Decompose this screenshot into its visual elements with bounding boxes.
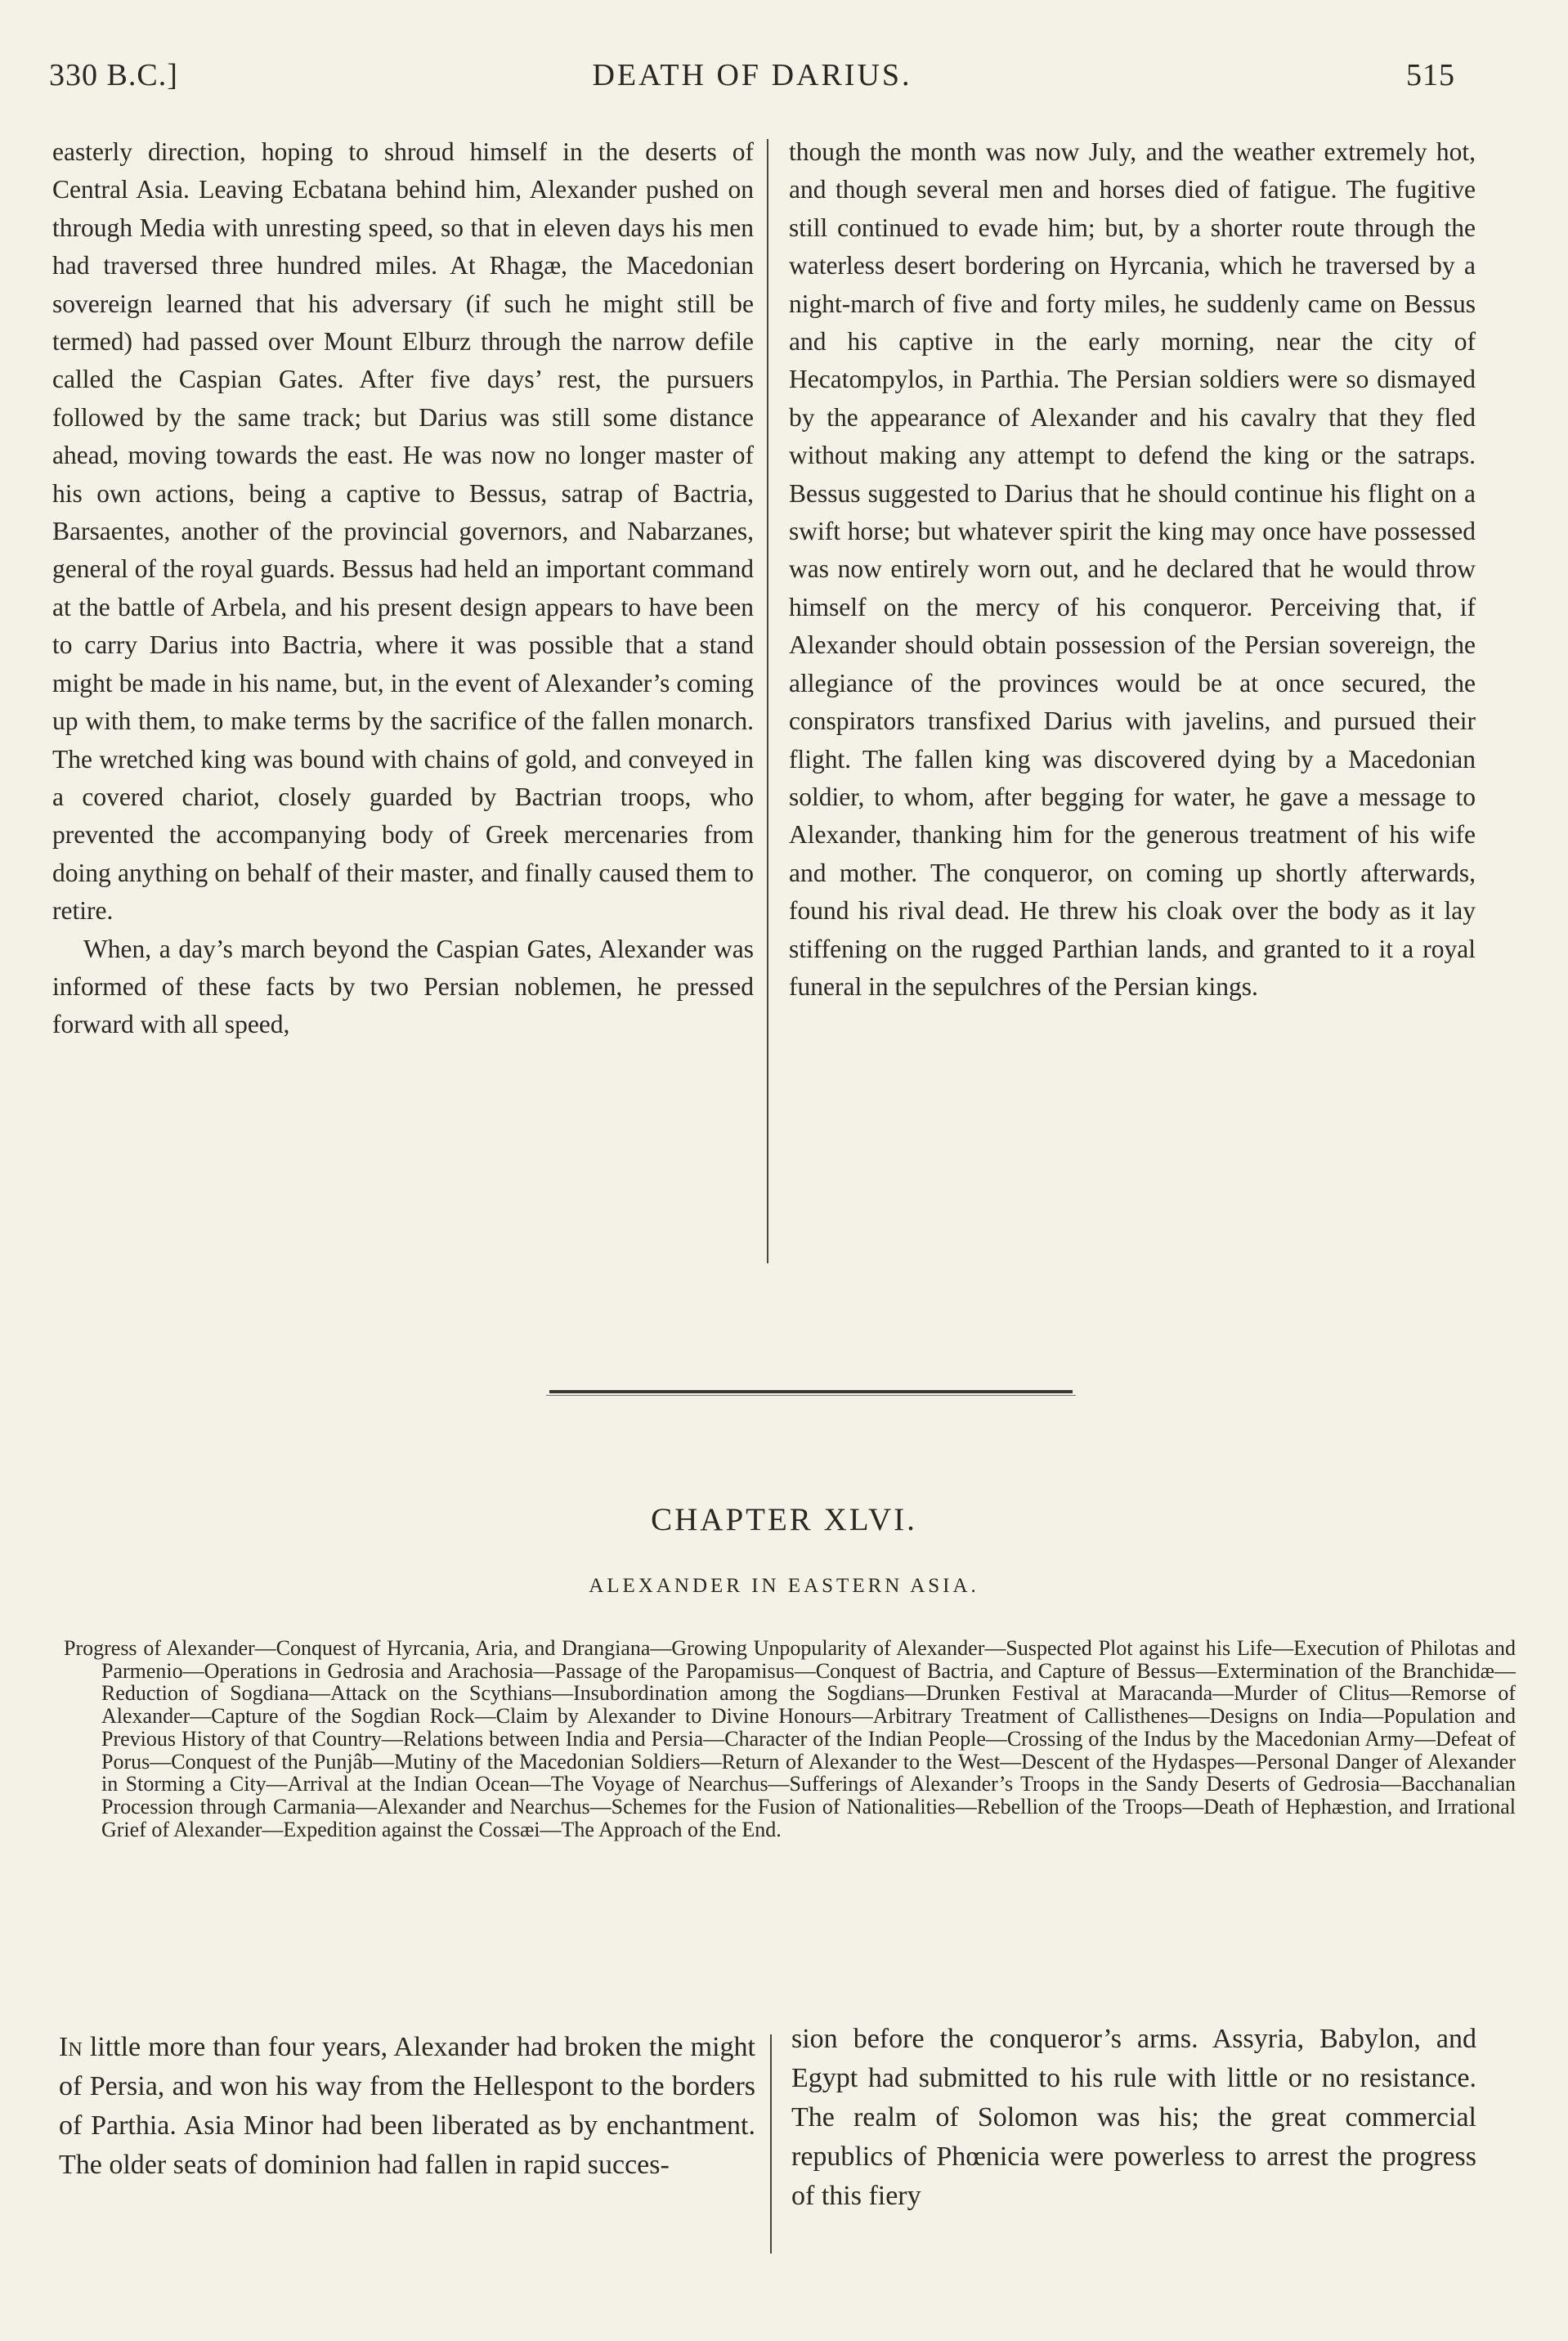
column-rule-top xyxy=(767,139,768,1263)
top-right-column xyxy=(789,133,1476,1006)
chapter-title: CHAPTER XLVI. xyxy=(651,1502,917,1537)
chapter-synopsis: Progress of Alexander—Conquest of Hyrcania, Aria, and Drangiana—Growing Unpopularity of Alexander—Suspected Plot against his Life—Execution of Philotas and Parmenio—Operations in Gedrosia and Arachosia—Passage of the Paropamisus—Conquest of Bactria, and Capture of Bessus—Extermination of the Branchidæ—Reduction of Sogdiana—Attack on the Scythians—Insubordination among the Sogdians—Drunken Festival at Maracanda—Murder of Clitus—Remorse of Alexander—Capture of the Sogdian Rock—Claim by Alexander to Divine Honours—Arbitrary Treatment of Callisthenes—Designs on India—Population and Previous History of that Country—Relations between India and Persia—Character of the Indian People—Crossing of the Indus by the Macedonian Army—Defeat of Porus—Conquest of the Punjâb—Mutiny of the Macedonian Soldiers—Return of Alexander to the West—Descent of the Hydaspes—Personal Danger of Alexander in Storming a City—Arrival at the Indian Ocean—The Voyage of Nearchus—Sufferings of Alexander’s Troops in the Sandy Deserts of Gedrosia—Bacchanalian Procession through Carmania—Alexander and Nearchus—Schemes for the Fusion of Nationalities—Rebellion of the Troops—Death of Hephæstion, and Irrational Grief of Alexander—Expedition against the Cossæi—The Approach of the End. xyxy=(64,1636,1516,1841)
divider-thick-rule xyxy=(549,1390,1073,1393)
column-rule-bottom xyxy=(770,2034,772,2254)
page-number: 515 xyxy=(1406,58,1455,92)
bottom-left-column xyxy=(59,2028,755,2185)
header-date: 330 B.C.] xyxy=(49,58,178,92)
divider-thin-rule xyxy=(546,1395,1076,1396)
opening-word: In xyxy=(59,2032,83,2062)
top-left-paragraph-2: When, a day’s march beyond the Caspian Gates, Alexander was informed of these facts by two Persian noblemen, he pressed forward with all speed, xyxy=(52,934,754,1039)
top-left-column xyxy=(52,133,754,1044)
top-left-paragraph-1: easterly direction, hoping to shroud himself in the deserts of Central Asia. Leaving Ecbatana behind him, Alexander pushed on through Media with unresting speed, so that in eleven days his men had traversed three hundred miles. At Rhagæ, the Macedonian sovereign learned that his adversary (if such he might still be termed) had passed over Mount Elburz through the narrow defile called the Caspian Gates. After five days’ rest, the pursuers followed by the same track; but Darius was still some distance ahead, moving towards the east. He was now no longer master of his own actions, being a captive to Bessus, satrap of Bactria, Barsaentes, another of the provincial governors, and Nabarzanes, general of the royal guards. Bessus had held an important command at the battle of Arbela, and his present design appears to have been to carry Darius into Bactria, where it was possible that a stand might be made in his name, but, in the event of Alexander’s coming up with them, to make terms by the sacrifice of the fallen monarch. The wretched king was bound with chains of gold, and conveyed in a covered chariot, closely guarded by Bactrian troops, who prevented the accompanying body of Greek mercenaries from doing anything on behalf of their master, and finally caused them to retire. xyxy=(52,137,754,926)
top-right-paragraph: though the month was now July, and the weather extremely hot, and though several men and horses died of fatigue. The fugitive still continued to evade him; but, by a shorter route through the waterless desert bordering on Hyrcania, which he traversed by a night-march of five and forty miles, he suddenly came on Bessus and his captive in the early morning, near the city of Hecatompylos, in Parthia. The Persian soldiers were so dismayed by the appearance of Alexander and his cavalry that they fled without making any attempt to defend the king or the satraps. Bessus suggested to Darius that he should continue his flight on a swift horse; but whatever spirit the king may once have possessed was now entirely worn out, and he declared that he would throw himself on the mercy of his conqueror. Perceiving that, if Alexander should obtain possession of the Persian sovereign, the allegiance of the provinces would be at once secured, the conspirators transfixed Darius with javelins, and pursued their flight. The fallen king was discovered dying by a Macedonian soldier, to whom, after begging for water, he gave a message to Alexander, thanking him for the generous treatment of his wife and mother. The conqueror, on coming up shortly afterwards, found his rival dead. He threw his cloak over the body as it lay stiffening on the rugged Parthian lands, and granted to it a royal funeral in the sepulchres of the Persian kings. xyxy=(789,137,1476,1001)
running-header xyxy=(49,57,1455,106)
chapter-subtitle: ALEXANDER IN EASTERN ASIA. xyxy=(589,1575,979,1597)
bottom-left-paragraph xyxy=(59,2028,755,2185)
bottom-right-paragraph: sion before the conqueror’s arms. Assyria, Babylon, and Egypt had submitted to his rule with little or no resistance. The realm of Solomon was his; the great commercial republics of Phœnicia were powerless to arrest the progress of this fiery xyxy=(791,2024,1476,2211)
header-title: DEATH OF DARIUS. xyxy=(592,58,912,92)
bottom-left-paragraph-text: little more than four years, Alexander had broken the might of Persia, and won his way from the Hellespont to the borders of Parthia. Asia Minor had been liberated as by enchantment. The older seats of dominion had fallen in rapid succes- xyxy=(59,2032,755,2180)
bottom-right-column xyxy=(791,2020,1476,2216)
